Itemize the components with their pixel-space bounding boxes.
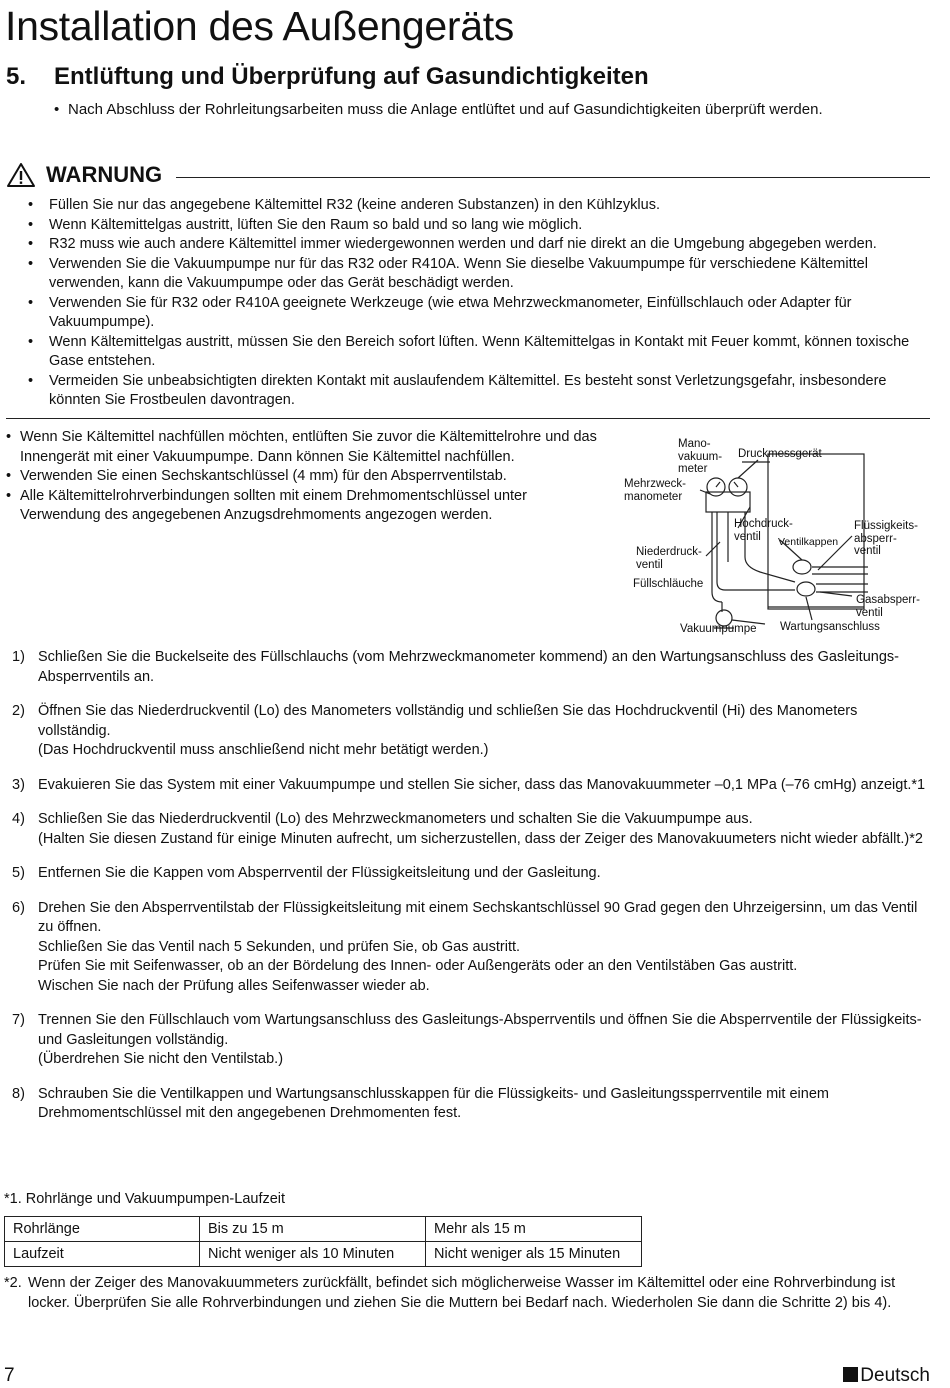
list-item: • Alle Kältemittelrohrverbindungen sollten mit einem Drehmomentschlüssel unter Verwendung des angegebenen Anzugsdrehmoments angezogen werden. bbox=[6, 487, 601, 526]
table-cell: Nicht weniger als 10 Minuten bbox=[200, 1242, 426, 1267]
page-number: 7 bbox=[4, 1365, 15, 1386]
step-text: Schließen Sie die Buckelseite des Füllschlauchs (vom Mehrzweckmanometer kommend) an den Wartungsanschluss des Gasleitungs-Absperrventils an. bbox=[38, 649, 899, 685]
step-text: Trennen Sie den Füllschlauch vom Wartungsanschluss des Gasleitungs-Absperrventils und öffnen Sie die Absperrventile der Flüssigkeits- und Gasleitungen vollständig. bbox=[38, 1012, 922, 1048]
table-cell: Bis zu 15 m bbox=[200, 1217, 426, 1242]
list-item: • Wenn Kältemittelgas austritt, müssen Sie den Bereich sofort lüften. Wenn Kältemittelgas in Kontakt mit Feuer kommt, können toxische Gase entstehen. bbox=[28, 333, 933, 372]
evacuation-diagram bbox=[620, 432, 930, 642]
step-number: 1) bbox=[12, 649, 25, 665]
step-number: 3) bbox=[12, 776, 25, 793]
page-title: Installation des Außengeräts bbox=[5, 3, 514, 49]
label-ventilkappen: Ventilkappen bbox=[778, 536, 839, 548]
step-text: Schließen Sie das Niederdruckventil (Lo) des Mehrzweckmanometers und schalten Sie die Vakuumpumpe aus. bbox=[38, 811, 753, 827]
language-label: Deutsch bbox=[843, 1364, 930, 1388]
preparation-list bbox=[6, 428, 601, 526]
table-row bbox=[5, 1217, 642, 1242]
label-niederdruckventil: Niederdruck- ventil bbox=[636, 546, 702, 571]
label-manovakuummeter: Mano- vakuum- meter bbox=[678, 438, 723, 475]
section-number: 5. bbox=[6, 63, 27, 90]
procedure-step bbox=[12, 864, 932, 884]
table-row bbox=[5, 1242, 642, 1267]
warning-divider bbox=[176, 177, 930, 178]
procedure-step bbox=[12, 1011, 932, 1070]
warning-bottom-divider bbox=[6, 418, 930, 419]
list-item: • Verwenden Sie einen Sechskantschlüssel (4 mm) für den Absperrventilstab. bbox=[6, 467, 601, 487]
list-item: • Füllen Sie nur das angegebene Kältemittel R32 (keine anderen Substanzen) in den Kühlzyklus. bbox=[28, 196, 933, 216]
list-item: • Verwenden Sie für R32 oder R410A geeignete Werkzeuge (wie etwa Mehrzweckmanometer, Einfüllschlauch oder Adapter für Vakuumpumpe). bbox=[28, 294, 933, 333]
warning-triangle-icon bbox=[6, 162, 36, 188]
step-text: Drehen Sie den Absperrventilstab der Flüssigkeitsleitung mit einem Sechskantschlüssel 90 Grad gegen den Uhrzeigersinn, um das Ventil zu öffnen. bbox=[38, 899, 918, 935]
table-cell: Mehr als 15 m bbox=[426, 1217, 642, 1242]
label-gasabsperrventil: Gasabsperr- ventil bbox=[856, 594, 920, 619]
procedure-step bbox=[12, 776, 932, 796]
footnote-1: *1. Rohrlänge und Vakuumpumpen-Laufzeit bbox=[4, 1191, 286, 1207]
step-number: 7) bbox=[12, 1012, 25, 1028]
warning-list bbox=[28, 196, 933, 411]
list-item: • Wenn Sie Kältemittel nachfüllen möchten, entlüften Sie zuvor die Kältemittelrohre und das Innengerät mit einer Vakuumpumpe. Dann können Sie Kältemittel nachfüllen. bbox=[6, 428, 601, 467]
step-text: Evakuieren Sie das System mit einer Vakuumpumpe und stellen Sie sicher, dass das Manovakuummeter –0,1 MPa (–76 cmHg) anzeigt.*1 bbox=[38, 776, 926, 793]
step-text: (Das Hochdruckventil muss anschließend nicht mehr betätigt werden.) bbox=[38, 742, 489, 758]
procedure-step bbox=[12, 648, 932, 687]
warning-label: WARNUNG bbox=[46, 162, 163, 187]
step-number: 4) bbox=[12, 811, 25, 827]
step-text: Prüfen Sie mit Seifenwasser, ob an der Bördelung des Innen- oder Außengeräts oder an den Ventilstäben Gas austritt. bbox=[38, 958, 798, 974]
label-wartungsanschluss: Wartungsanschluss bbox=[780, 621, 880, 633]
intro-text: • Nach Abschluss der Rohrleitungsarbeiten muss die Anlage entlüftet und auf Gasundichtigkeiten überprüft werden. bbox=[54, 100, 948, 120]
procedure-steps bbox=[12, 648, 932, 1139]
list-item: • Vermeiden Sie unbeabsichtigten direkten Kontakt mit auslaufendem Kältemittel. Es besteht sonst Verletzungsgefahr, insbesondere könnten Sie Frostbeulen davontragen. bbox=[28, 372, 933, 411]
procedure-step bbox=[12, 899, 932, 997]
step-text: Entfernen Sie die Kappen vom Absperrventil der Flüssigkeitsleitung und der Gasleitung. bbox=[38, 865, 601, 881]
step-number: 5) bbox=[12, 865, 25, 881]
section-title: Entlüftung und Überprüfung auf Gasundichtigkeiten bbox=[54, 63, 649, 90]
footnote-2-text: Wenn der Zeiger des Manovakuummeters zurückfällt, befindet sich möglicherweise Wasser im Kältemittel oder eine Rohrverbindung ist locker. Überprüfen Sie alle Rohrverbindungen und ziehen Sie die Muttern bei Bedarf nach. Wiederholen Sie dann die Schritte 2) bis 4). bbox=[28, 1275, 896, 1311]
label-mehrzweckmanometer: Mehrzweck- manometer bbox=[624, 478, 686, 503]
square-bullet-icon bbox=[843, 1367, 858, 1382]
list-item: • R32 muss wie auch andere Kältemittel immer wiedergewonnen werden und darf nie direkt an die Umgebung abgegeben werden. bbox=[28, 235, 933, 255]
warning-header bbox=[6, 160, 930, 190]
label-fluessigkeitsabsperrventil: Flüssigkeits- absperr- ventil bbox=[854, 520, 918, 557]
procedure-step bbox=[12, 702, 932, 761]
table-cell: Nicht weniger als 15 Minuten bbox=[426, 1242, 642, 1267]
label-druckmessgeraet: Druckmessgerät bbox=[738, 448, 822, 460]
label-hochdruckventil: Hochdruck- ventil bbox=[734, 518, 793, 543]
step-text: (Überdrehen Sie nicht den Ventilstab.) bbox=[38, 1051, 284, 1067]
procedure-step bbox=[12, 1085, 932, 1124]
step-number: 6) bbox=[12, 899, 25, 916]
step-text: Öffnen Sie das Niederdruckventil (Lo) des Manometers vollständig und schließen Sie das Hochdruckventil (Hi) des Manometers vollständig. bbox=[38, 703, 858, 739]
step-text: Schließen Sie das Ventil nach 5 Sekunden, und prüfen Sie, ob Gas austritt. bbox=[38, 938, 521, 955]
section-heading bbox=[6, 60, 649, 94]
step-text: Wischen Sie nach der Prüfung alles Seifenwasser wieder ab. bbox=[38, 977, 430, 994]
procedure-step bbox=[12, 810, 932, 849]
step-number: 2) bbox=[12, 703, 25, 719]
list-item: • Wenn Kältemittelgas austritt, lüften Sie den Raum so bald und so lang wie möglich. bbox=[28, 216, 933, 236]
vacuum-time-table bbox=[4, 1216, 642, 1267]
table-cell: Laufzeit bbox=[5, 1242, 200, 1267]
label-fuellschlaeuche: Füllschläuche bbox=[633, 578, 704, 590]
label-vakuumpumpe: Vakuumpumpe bbox=[680, 623, 757, 635]
list-item: • Verwenden Sie die Vakuumpumpe nur für das R32 oder R410A. Wenn Sie dieselbe Vakuumpumpe für verschiedene Kältemittel verwenden, kann die Vakuumpumpe oder das Gerät beschädigt werden. bbox=[28, 255, 933, 294]
step-text: Schrauben Sie die Ventilkappen und Wartungsanschlusskappen für die Flüssigkeits- und Gasleitungssperrventile mit einem Drehmomentschlüssel mit den angegebenen Drehmomenten fest. bbox=[38, 1085, 829, 1121]
table-cell: Rohrlänge bbox=[5, 1217, 200, 1242]
footnote-2 bbox=[4, 1274, 934, 1313]
step-text: (Halten Sie diesen Zustand für einige Minuten aufrecht, um sicherzustellen, dass der Zeiger des Manovakuumeters nicht wieder abfällt.)*2 bbox=[38, 830, 923, 847]
footnote-2-label: *2. bbox=[4, 1275, 22, 1291]
step-number: 8) bbox=[12, 1085, 25, 1102]
